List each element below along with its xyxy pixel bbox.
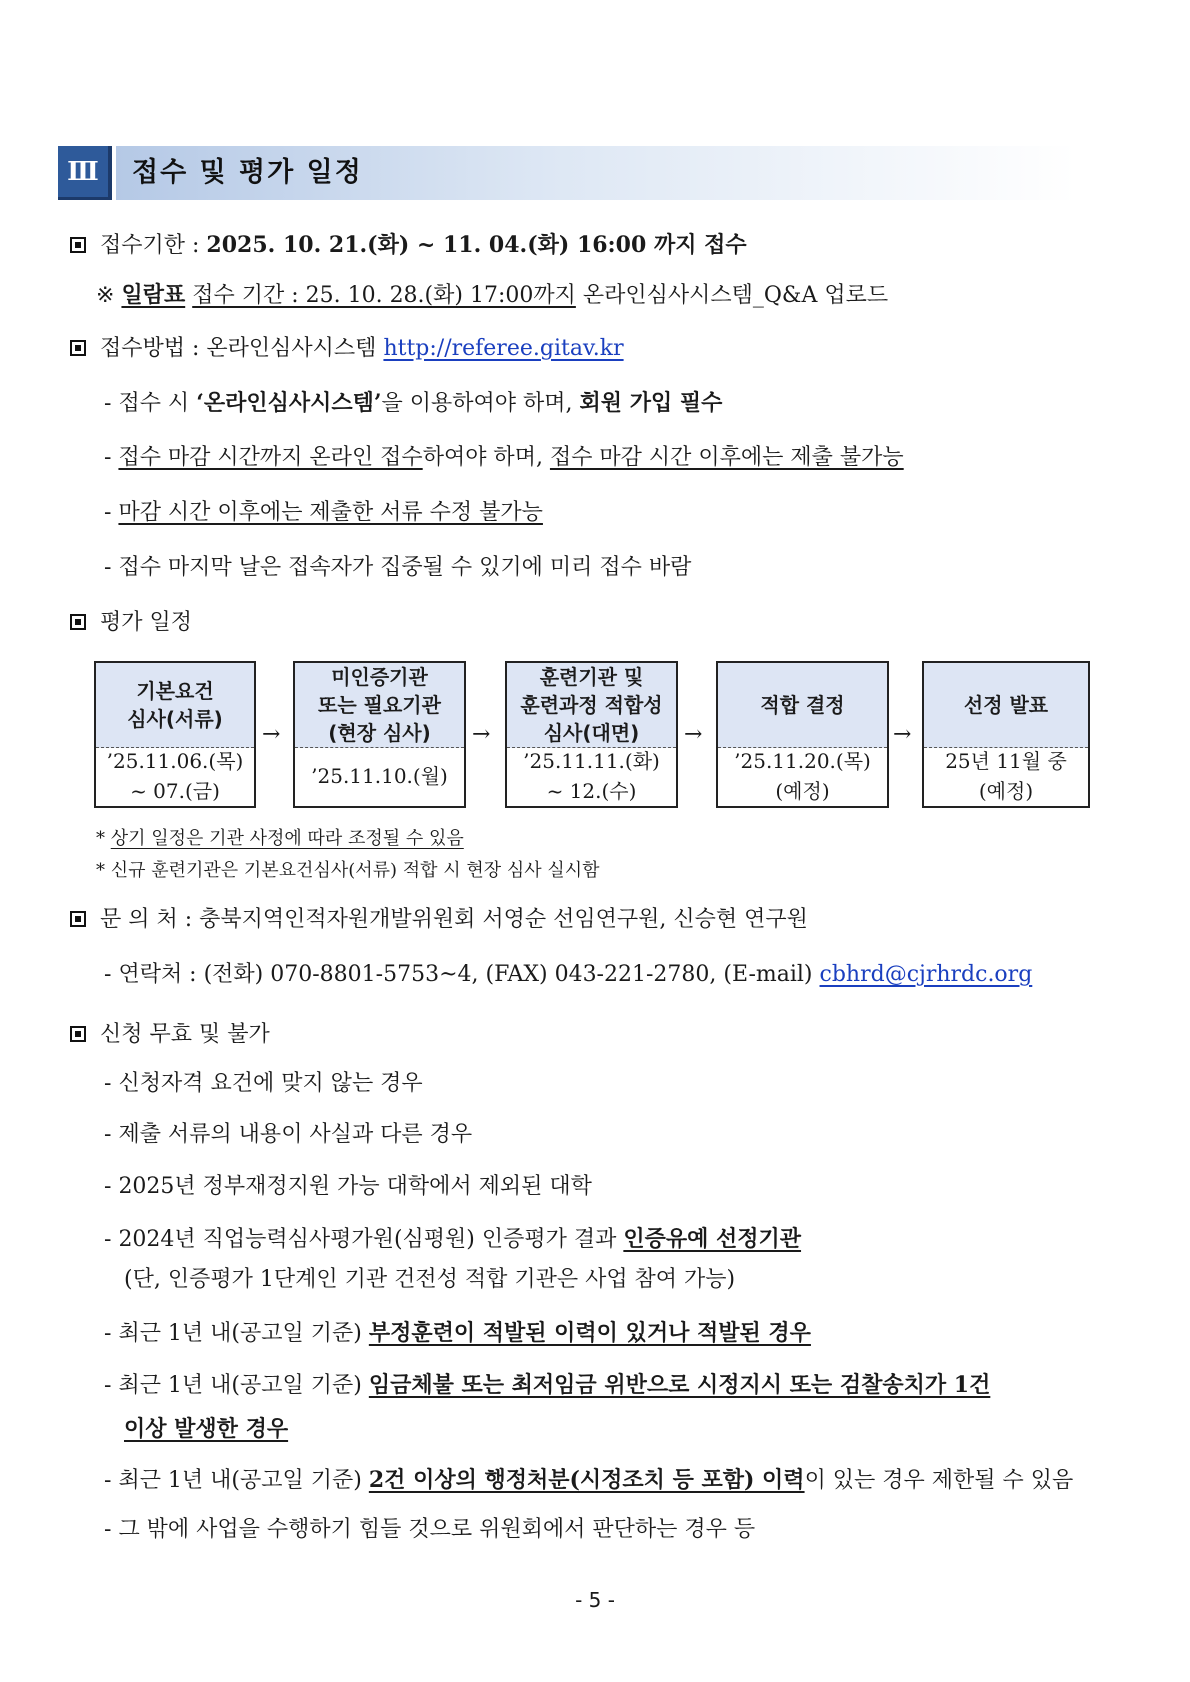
deadline-note <box>96 280 888 311</box>
step-date <box>295 745 464 806</box>
deadline-line <box>70 230 747 261</box>
text: 최근 1년 내(공고일 기준) <box>118 1468 369 1493</box>
text: 2024년 직업능력심사평가원(심평원) 인증평가 결과 <box>118 1227 624 1252</box>
invalid-item-4: - 2024년 직업능력심사평가원(심평원) 인증평가 결과 인증유예 선정기관 <box>104 1226 802 1252</box>
text: ’25.11.06.(목) <box>106 748 244 773</box>
step-title <box>924 663 1088 748</box>
deadline-label: 접수기한 : <box>100 233 200 258</box>
text-bold: 임금체불 또는 최저임금 위반으로 시정지시 또는 검찰송치가 1건 <box>368 1372 991 1398</box>
text: 2025년 정부재정지원 가능 대학에서 제외된 대학 <box>118 1174 592 1199</box>
step-title <box>507 663 676 748</box>
text: 연락처 : (전화) 070-8801-5753~4, (FAX) 043-221-2780, (E-mail) <box>118 962 813 987</box>
text: ~ 12.(수) <box>546 778 637 803</box>
text: 적합 결정 <box>760 693 845 717</box>
section-header <box>58 146 1058 200</box>
text: ’25.11.20.(목) <box>734 748 871 773</box>
arrow-right-icon: → <box>472 722 491 747</box>
step-date <box>507 745 676 806</box>
invalid-label <box>70 1020 270 1050</box>
invalid-item-4-note <box>124 1265 735 1295</box>
text: (예정) <box>775 778 830 803</box>
step-box-1 <box>94 661 256 808</box>
text: 미인증기관 <box>331 665 428 689</box>
step-box-3 <box>505 661 678 808</box>
text: 평가 일정 <box>100 610 193 635</box>
text: 훈련기관 및 <box>539 665 644 689</box>
evaluation-note-1 <box>96 824 464 850</box>
text: * <box>96 860 105 881</box>
text-underlined: 접수 마감 시간 이후에는 제출 불가능 <box>549 445 904 470</box>
invalid-item-8: - 그 밖에 사업을 수행하기 힘들 것으로 위원회에서 판단하는 경우 등 <box>104 1517 756 1542</box>
text-bold: 2건 이상의 행정처분(시정조치 등 포함) 이력 <box>368 1467 805 1493</box>
text: 훈련과정 적합성 <box>520 693 663 717</box>
text: 제출 서류의 내용이 사실과 다른 경우 <box>118 1122 473 1147</box>
text: 선정 발표 <box>963 693 1049 717</box>
referee-link[interactable]: http://referee.gitav.kr <box>383 336 624 361</box>
text-underlined: 마감 시간 이후에는 제출한 서류 수정 불가능 <box>118 500 543 525</box>
step-date <box>924 745 1088 806</box>
text: 접수 시 <box>118 391 197 416</box>
text-underlined: 접수 마감 시간까지 온라인 접수 <box>118 445 423 470</box>
section-number: Ⅲ <box>58 146 112 200</box>
step-title <box>718 663 887 748</box>
text: 25년 11월 중 <box>945 748 1067 773</box>
page-number: - 5 - <box>575 1588 615 1612</box>
text: 이 있는 경우 제한될 수 있음 <box>804 1468 1074 1493</box>
text: 을 이용하여야 하며, <box>381 391 580 416</box>
arrow-right-icon: → <box>262 722 281 747</box>
square-bullet-icon <box>70 911 86 927</box>
square-bullet-icon <box>70 340 86 356</box>
method-item-4: - 접수 마지막 날은 접속자가 집중될 수 있기에 미리 접수 바람 <box>104 555 692 580</box>
invalid-item-6: - 최근 1년 내(공고일 기준) 임금체불 또는 최저임금 위반으로 시정지시 또는 검찰송치가 1건 <box>104 1372 991 1398</box>
text-bold: 부정훈련이 적발된 이력이 있거나 적발된 경우 <box>368 1320 811 1346</box>
text-bold: 회원 가입 필수 <box>579 390 723 416</box>
invalid-item-2: - 제출 서류의 내용이 사실과 다른 경우 <box>104 1122 473 1147</box>
arrow-right-icon: → <box>684 722 703 747</box>
step-date <box>96 745 254 806</box>
step-box-5 <box>922 661 1090 808</box>
invalid-item-1: - 신청자격 요건에 맞지 않는 경우 <box>104 1071 423 1096</box>
note-period: 접수 기간 : 25. 10. 28.(화) 17:00까지 <box>192 283 576 308</box>
method-line <box>70 334 624 364</box>
deadline-value: 2025. 10. 21.(화) ~ 11. 04.(화) 16:00 까지 접수 <box>206 232 747 258</box>
text: ’25.11.11.(화) <box>523 748 660 773</box>
text: 신규 훈련기관은 기본요건심사(서류) 적합 시 현장 심사 실시함 <box>110 860 600 881</box>
invalid-item-7: - 최근 1년 내(공고일 기준) 2건 이상의 행정처분(시정조치 등 포함) 이력이 있는 경우 제한될 수 있음 <box>104 1467 1074 1493</box>
square-bullet-icon <box>70 237 86 253</box>
text: ’25.11.10.(월) <box>311 763 448 788</box>
text: 심사(서류) <box>127 707 223 731</box>
text: 최근 1년 내(공고일 기준) <box>118 1373 369 1398</box>
text: 접수 마지막 날은 접속자가 집중될 수 있기에 미리 접수 바람 <box>118 555 692 580</box>
text: 하여야 하며, <box>422 445 550 470</box>
text: 상기 일정은 기관 사정에 따라 조정될 수 있음 <box>110 828 464 849</box>
note-bold: 일람표 <box>121 282 186 308</box>
text: * <box>96 828 105 849</box>
step-title <box>96 663 254 748</box>
method-item-1: - 접수 시 ‘온라인심사시스템’을 이용하여야 하며, 회원 가입 필수 <box>104 390 723 416</box>
note-rest: 온라인심사시스템_Q&A 업로드 <box>582 283 889 308</box>
step-title <box>295 663 464 748</box>
text-bold: 이상 발생한 경우 <box>124 1416 289 1442</box>
section-title: 접수 및 평가 일정 <box>132 157 363 188</box>
text: (예정) <box>978 778 1034 803</box>
contact-phone-line: - 연락처 : (전화) 070-8801-5753~4, (FAX) 043-221-2780, (E-mail) cbhrd@cjrhrdc.org <box>104 962 1033 987</box>
invalid-item-5: - 최근 1년 내(공고일 기준) 부정훈련이 적발된 이력이 있거나 적발된 경우 <box>104 1320 811 1346</box>
text: 그 밖에 사업을 수행하기 힘들 것으로 위원회에서 판단하는 경우 등 <box>118 1517 756 1542</box>
text: 최근 1년 내(공고일 기준) <box>118 1321 369 1346</box>
note-mark: ※ <box>96 283 115 308</box>
text: 기본요건 <box>136 679 214 703</box>
text: 또는 필요기관 <box>318 693 441 717</box>
method-item-2: - 접수 마감 시간까지 온라인 접수하여야 하며, 접수 마감 시간 이후에는 제출 불가능 <box>104 445 904 470</box>
evaluation-note-2 <box>96 856 600 882</box>
text: 신청자격 요건에 맞지 않는 경우 <box>118 1071 423 1096</box>
square-bullet-icon <box>70 614 86 630</box>
step-box-4 <box>716 661 889 808</box>
square-bullet-icon <box>70 1026 86 1042</box>
step-box-2 <box>293 661 466 808</box>
step-date <box>718 745 887 806</box>
text: 문 의 처 : 충북지역인적자원개발위원회 서영순 선임연구원, 신승현 연구원 <box>100 907 808 932</box>
text: ~ 07.(금) <box>130 778 220 803</box>
evaluation-label <box>70 608 192 638</box>
email-link[interactable]: cbhrd@cjrhrdc.org <box>819 962 1033 987</box>
text: 심사(대면) <box>543 721 640 745</box>
contact-line <box>70 905 808 935</box>
invalid-item-3: - 2025년 정부재정지원 가능 대학에서 제외된 대학 <box>104 1174 592 1199</box>
invalid-item-6-cont <box>124 1414 288 1445</box>
text-bold: ‘온라인심사시스템’ <box>196 390 382 416</box>
method-label: 접수방법 : 온라인심사시스템 <box>100 336 377 361</box>
method-item-3: - 마감 시간 이후에는 제출한 서류 수정 불가능 <box>104 500 543 525</box>
text: 신청 무효 및 불가 <box>100 1022 270 1047</box>
text-bold: 인증유예 선정기관 <box>623 1226 802 1252</box>
text: (현장 심사) <box>328 721 431 745</box>
text: (단, 인증평가 1단계인 기관 건전성 적합 기관은 사업 참여 가능) <box>124 1267 736 1292</box>
arrow-right-icon: → <box>893 722 912 747</box>
